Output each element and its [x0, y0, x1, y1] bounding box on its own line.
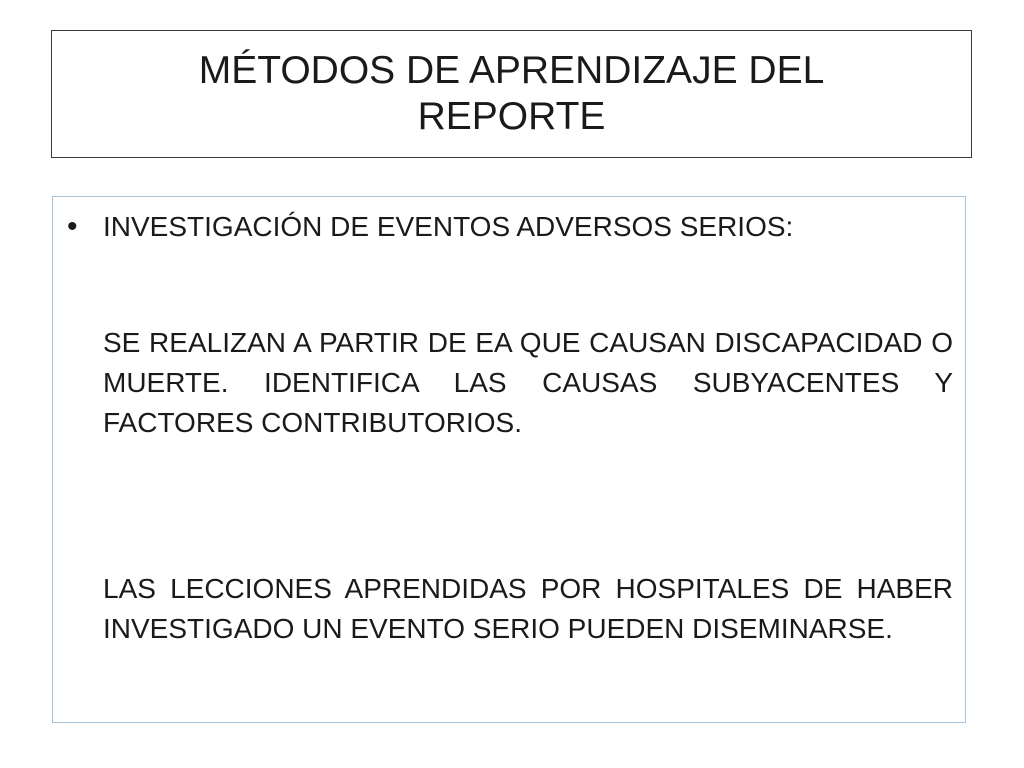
slide-title: MÉTODOS DE APRENDIZAJE DEL REPORTE [198, 49, 825, 138]
title-box [51, 30, 972, 158]
content-box [52, 196, 966, 723]
paragraph-causes: SE REALIZAN A PARTIR DE EA QUE CAUSAN DISCAPACIDAD O MUERTE. IDENTIFICA LAS CAUSAS SUBYACENTES Y FACTORES CONTRIBUTORIOS. [103, 327, 953, 438]
paragraph-lessons: LAS LECCIONES APRENDIDAS POR HOSPITALES DE HABER INVESTIGADO UN EVENTO SERIO PUEDEN DISEMINARSE. [103, 573, 953, 644]
bullet-heading: INVESTIGACIÓN DE EVENTOS ADVERSOS SERIOS: [103, 211, 794, 242]
bullet-item [53, 207, 965, 247]
bullet-marker: • [67, 210, 78, 243]
